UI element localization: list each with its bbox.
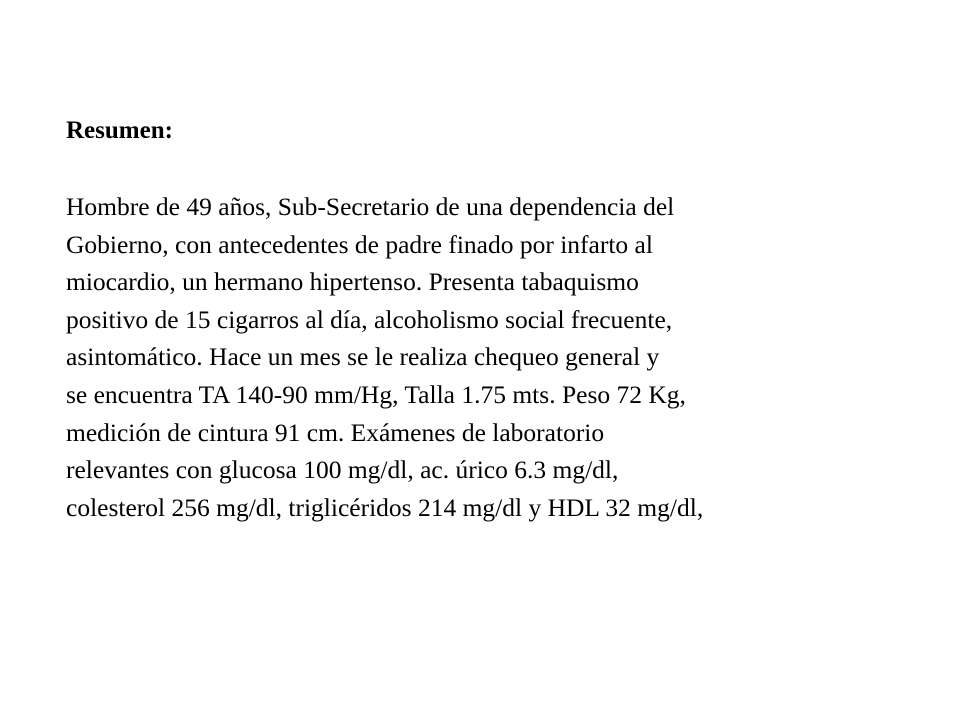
summary-line: Gobierno, con antecedentes de padre finado por infarto al (66, 229, 653, 259)
summary-line: asintomático. Hace un mes se le realiza chequeo general y (66, 342, 660, 372)
summary-line: relevantes con glucosa 100 mg/dl, ac. úrico 6.3 mg/dl, (66, 455, 619, 485)
summary-line: se encuentra TA 140-90 mm/Hg, Talla 1.75 mts. Peso 72 Kg, (66, 379, 686, 409)
summary-line: miocardio, un hermano hipertenso. Presenta tabaquismo (66, 267, 639, 297)
summary-line: colesterol 256 mg/dl, triglicéridos 214 mg/dl y HDL 32 mg/dl, (66, 492, 704, 522)
spacer (66, 150, 946, 188)
summary-line: medición de cintura 91 cm. Exámenes de laboratorio (66, 417, 605, 447)
summary-line: positivo de 15 cigarros al día, alcoholismo social frecuente, (66, 304, 673, 334)
summary-heading: Resumen: (66, 117, 173, 144)
summary-block (66, 112, 946, 526)
summary-body (66, 188, 946, 526)
summary-line: Hombre de 49 años, Sub-Secretario de una dependencia del (66, 192, 675, 221)
